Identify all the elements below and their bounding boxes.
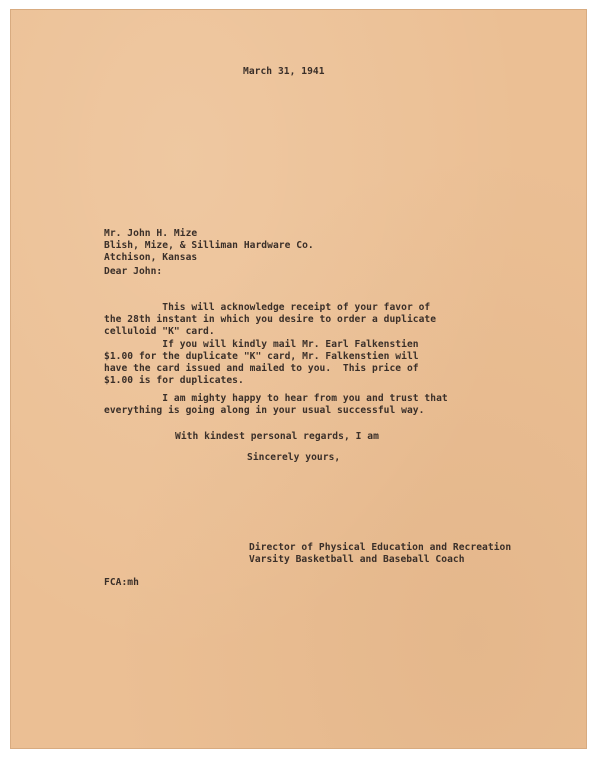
paragraph-line: If you will kindly mail Mr. Earl Falkenstien bbox=[104, 339, 419, 350]
paragraph-line: $1.00 is for duplicates. bbox=[104, 375, 244, 386]
typist-initials: FCA:mh bbox=[104, 577, 139, 588]
signoff: Sincerely yours, bbox=[247, 452, 341, 463]
body-paragraph-3 bbox=[104, 393, 448, 417]
paragraph-line: have the card issued and mailed to you. This price of bbox=[104, 363, 419, 374]
paragraph-line: everything is going along in your usual successful way. bbox=[104, 405, 425, 416]
closing-line: With kindest personal regards, I am bbox=[175, 431, 379, 442]
paragraph-line: This will acknowledge receipt of your favor of bbox=[104, 302, 431, 313]
recipient-address bbox=[104, 228, 314, 264]
paragraph-line: the 28th instant in which you desire to order a duplicate bbox=[104, 314, 437, 325]
signature-title-line: Director of Physical Education and Recreation bbox=[249, 542, 512, 553]
paragraph-line: celluloid "K" card. bbox=[104, 326, 215, 337]
body-paragraph-1 bbox=[104, 302, 436, 338]
recipient-city: Atchison, Kansas bbox=[104, 252, 198, 263]
letter-date: March 31, 1941 bbox=[243, 66, 325, 77]
paragraph-line: I am mighty happy to hear from you and trust that bbox=[104, 393, 448, 404]
paragraph-line: $1.00 for the duplicate "K" card, Mr. Falkenstien will bbox=[104, 351, 419, 362]
signature-title-line: Varsity Basketball and Baseball Coach bbox=[249, 554, 465, 565]
salutation: Dear John: bbox=[104, 266, 163, 277]
recipient-name: Mr. John H. Mize bbox=[104, 228, 198, 239]
signature-title bbox=[249, 542, 511, 566]
recipient-company: Blish, Mize, & Silliman Hardware Co. bbox=[104, 240, 314, 251]
body-paragraph-2 bbox=[104, 339, 419, 387]
